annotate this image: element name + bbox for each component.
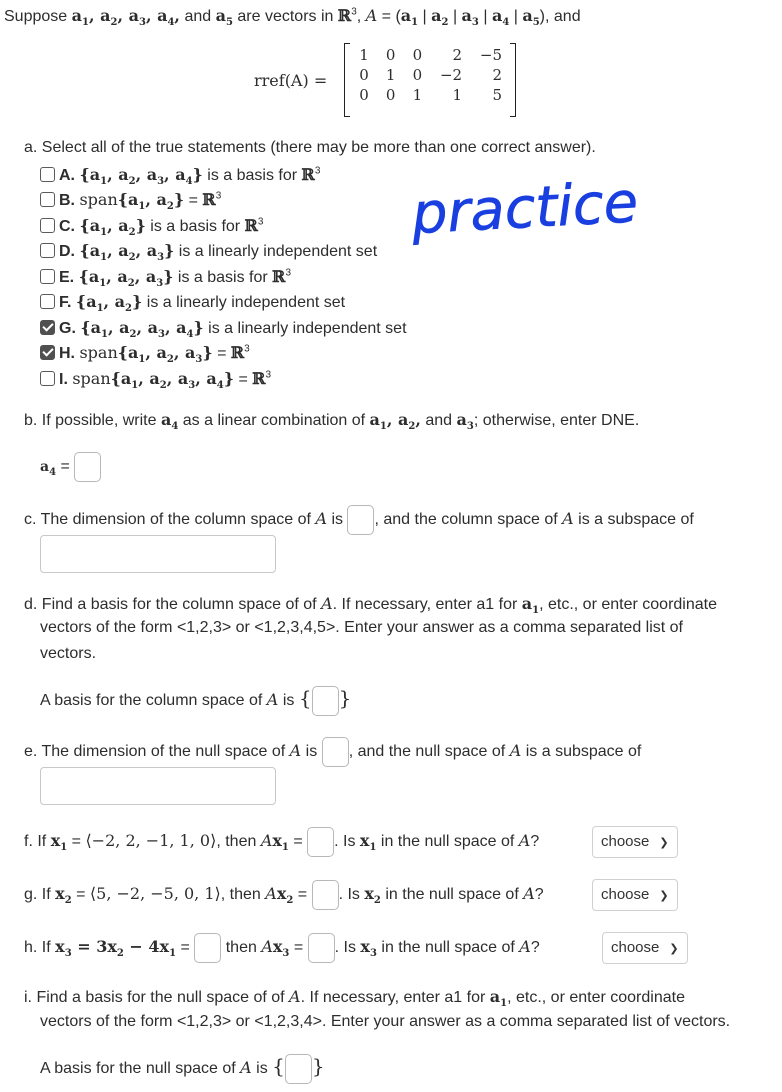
rref-label: rref(A) = [254, 71, 328, 90]
option-e-checkbox[interactable] [40, 269, 55, 284]
null-space-basis-input[interactable] [285, 1054, 312, 1084]
option-a-checkbox[interactable] [40, 167, 55, 182]
part-d-line3: vectors. [40, 645, 97, 662]
option-i-checkbox[interactable] [40, 371, 55, 386]
rref-matrix: 1 0 0 2 −5 0 1 0 −2 2 0 0 1 1 5 [344, 43, 516, 117]
option-i[interactable]: I. $span\{a_1$, $a_2$, $a_3$, $a_4$} = ℝ$^3$ [40, 369, 271, 389]
option-h[interactable]: H. $span\{a_1$, $a_2$, $a_3$} = ℝ$^3$ [40, 343, 250, 363]
option-h-checkbox[interactable] [40, 345, 55, 360]
part-b-answer-row: $a_4$ = [40, 452, 101, 482]
part-i-line1: i. Find a basis for the null space of of A. If necessary, enter a1 for $a_1$, etc., or enter coordinate [24, 987, 685, 1010]
null-space-dimension-input[interactable] [322, 737, 349, 767]
column-space-basis-row: A basis for the column space of A is { } [40, 686, 351, 716]
option-d[interactable]: D. {$a_1$, $a_2$, $a_3$} is a linearly independent set [40, 241, 377, 261]
part-d-line1: d. Find a basis for the column space of of A. If necessary, enter a1 for $a_1$, etc., or enter coordinate [24, 594, 717, 617]
option-f[interactable]: F. {$a_1$, $a_2$} is a linearly independent set [40, 292, 345, 312]
svg-text:practice: practice [410, 170, 640, 248]
a4-input[interactable] [74, 452, 101, 482]
Ax2-input[interactable] [312, 880, 339, 910]
column-space-basis-input[interactable] [312, 686, 339, 716]
Ax3-input[interactable] [308, 933, 335, 963]
option-g-checkbox[interactable] [40, 320, 55, 335]
part-b-prompt: b. If possible, write $a_4$ as a linear combination of $a_1$, $a_2$, and $a_3$; otherwise, enter DNE. [24, 410, 640, 433]
Ax1-input[interactable] [307, 827, 334, 857]
option-c-checkbox[interactable] [40, 218, 55, 233]
option-a[interactable]: A. {$a_1$, $a_2$, $a_3$, $a_4$} is a basis for ℝ$^3$ [40, 165, 320, 185]
x2-null-space-select[interactable]: choose ❯ [592, 879, 678, 911]
null-space-subspace-input[interactable] [40, 767, 276, 805]
null-space-basis-row: A basis for the null space of A is { } [40, 1054, 325, 1084]
part-c-prompt: c. The dimension of the column space of A is , and the column space of A is a subspace of [24, 505, 694, 535]
chevron-down-icon: ❯ [659, 837, 669, 849]
part-i-line2: vectors of the form <1,2,3> or <1,2,3,4>. Enter your answer as a comma separated list of vectors. [40, 1013, 731, 1030]
option-d-checkbox[interactable] [40, 243, 55, 258]
option-g[interactable]: G. {$a_1$, $a_2$, $a_3$, $a_4$} is a linearly independent set [40, 318, 407, 338]
x3-null-space-select[interactable]: choose ❯ [602, 932, 688, 964]
part-h-row: h. If $x_3 = 3x_2 - 4x_1$ = then $Ax_3$ = . Is $x_3$ in the null space of A? [24, 933, 540, 963]
handwriting-practice [408, 164, 698, 264]
column-space-subspace-input[interactable] [40, 535, 276, 573]
option-c[interactable]: C. {$a_1$, $a_2$} is a basis for ℝ$^3$ [40, 216, 263, 236]
part-g-row: g. If $x_2$ = ⟨5, −2, −5, 0, 1⟩, then $Ax_2$ = . Is $x_2$ in the null space of A? [24, 880, 544, 910]
chevron-down-icon: ❯ [669, 943, 679, 955]
column-space-dimension-input[interactable] [347, 505, 374, 535]
intro-text: Suppose $a_1$, $a_2$, $a_3$, $a_4$, and $a_5$ are vectors in ℝ$^3$, $A = (a_1$ | $a_2$ | $a_3$ | $a_4$ | $a_5$), and [4, 6, 581, 29]
part-a-prompt: a. Select all of the true statements (there may be more than one correct answer). [24, 139, 596, 156]
option-e[interactable]: E. {$a_1$, $a_2$, $a_3$} is a basis for ℝ$^3$ [40, 267, 291, 287]
option-b[interactable]: B. $span\{a_1$, $a_2$} = ℝ$^3$ [40, 190, 221, 210]
part-d-line2: vectors of the form <1,2,3> or <1,2,3,4,5>. Enter your answer as a comma separated list of [40, 619, 683, 636]
part-e-prompt: e. The dimension of the null space of A is , and the null space of A is a subspace of [24, 737, 641, 767]
option-b-checkbox[interactable] [40, 192, 55, 207]
option-f-checkbox[interactable] [40, 294, 55, 309]
part-f-row: f. If $x_1$ = ⟨−2, 2, −1, 1, 0⟩, then $Ax_1$ = . Is $x_1$ in the null space of A? [24, 827, 539, 857]
x1-null-space-select[interactable]: choose ❯ [592, 826, 678, 858]
chevron-down-icon: ❯ [659, 890, 669, 902]
x3-input[interactable] [194, 933, 221, 963]
